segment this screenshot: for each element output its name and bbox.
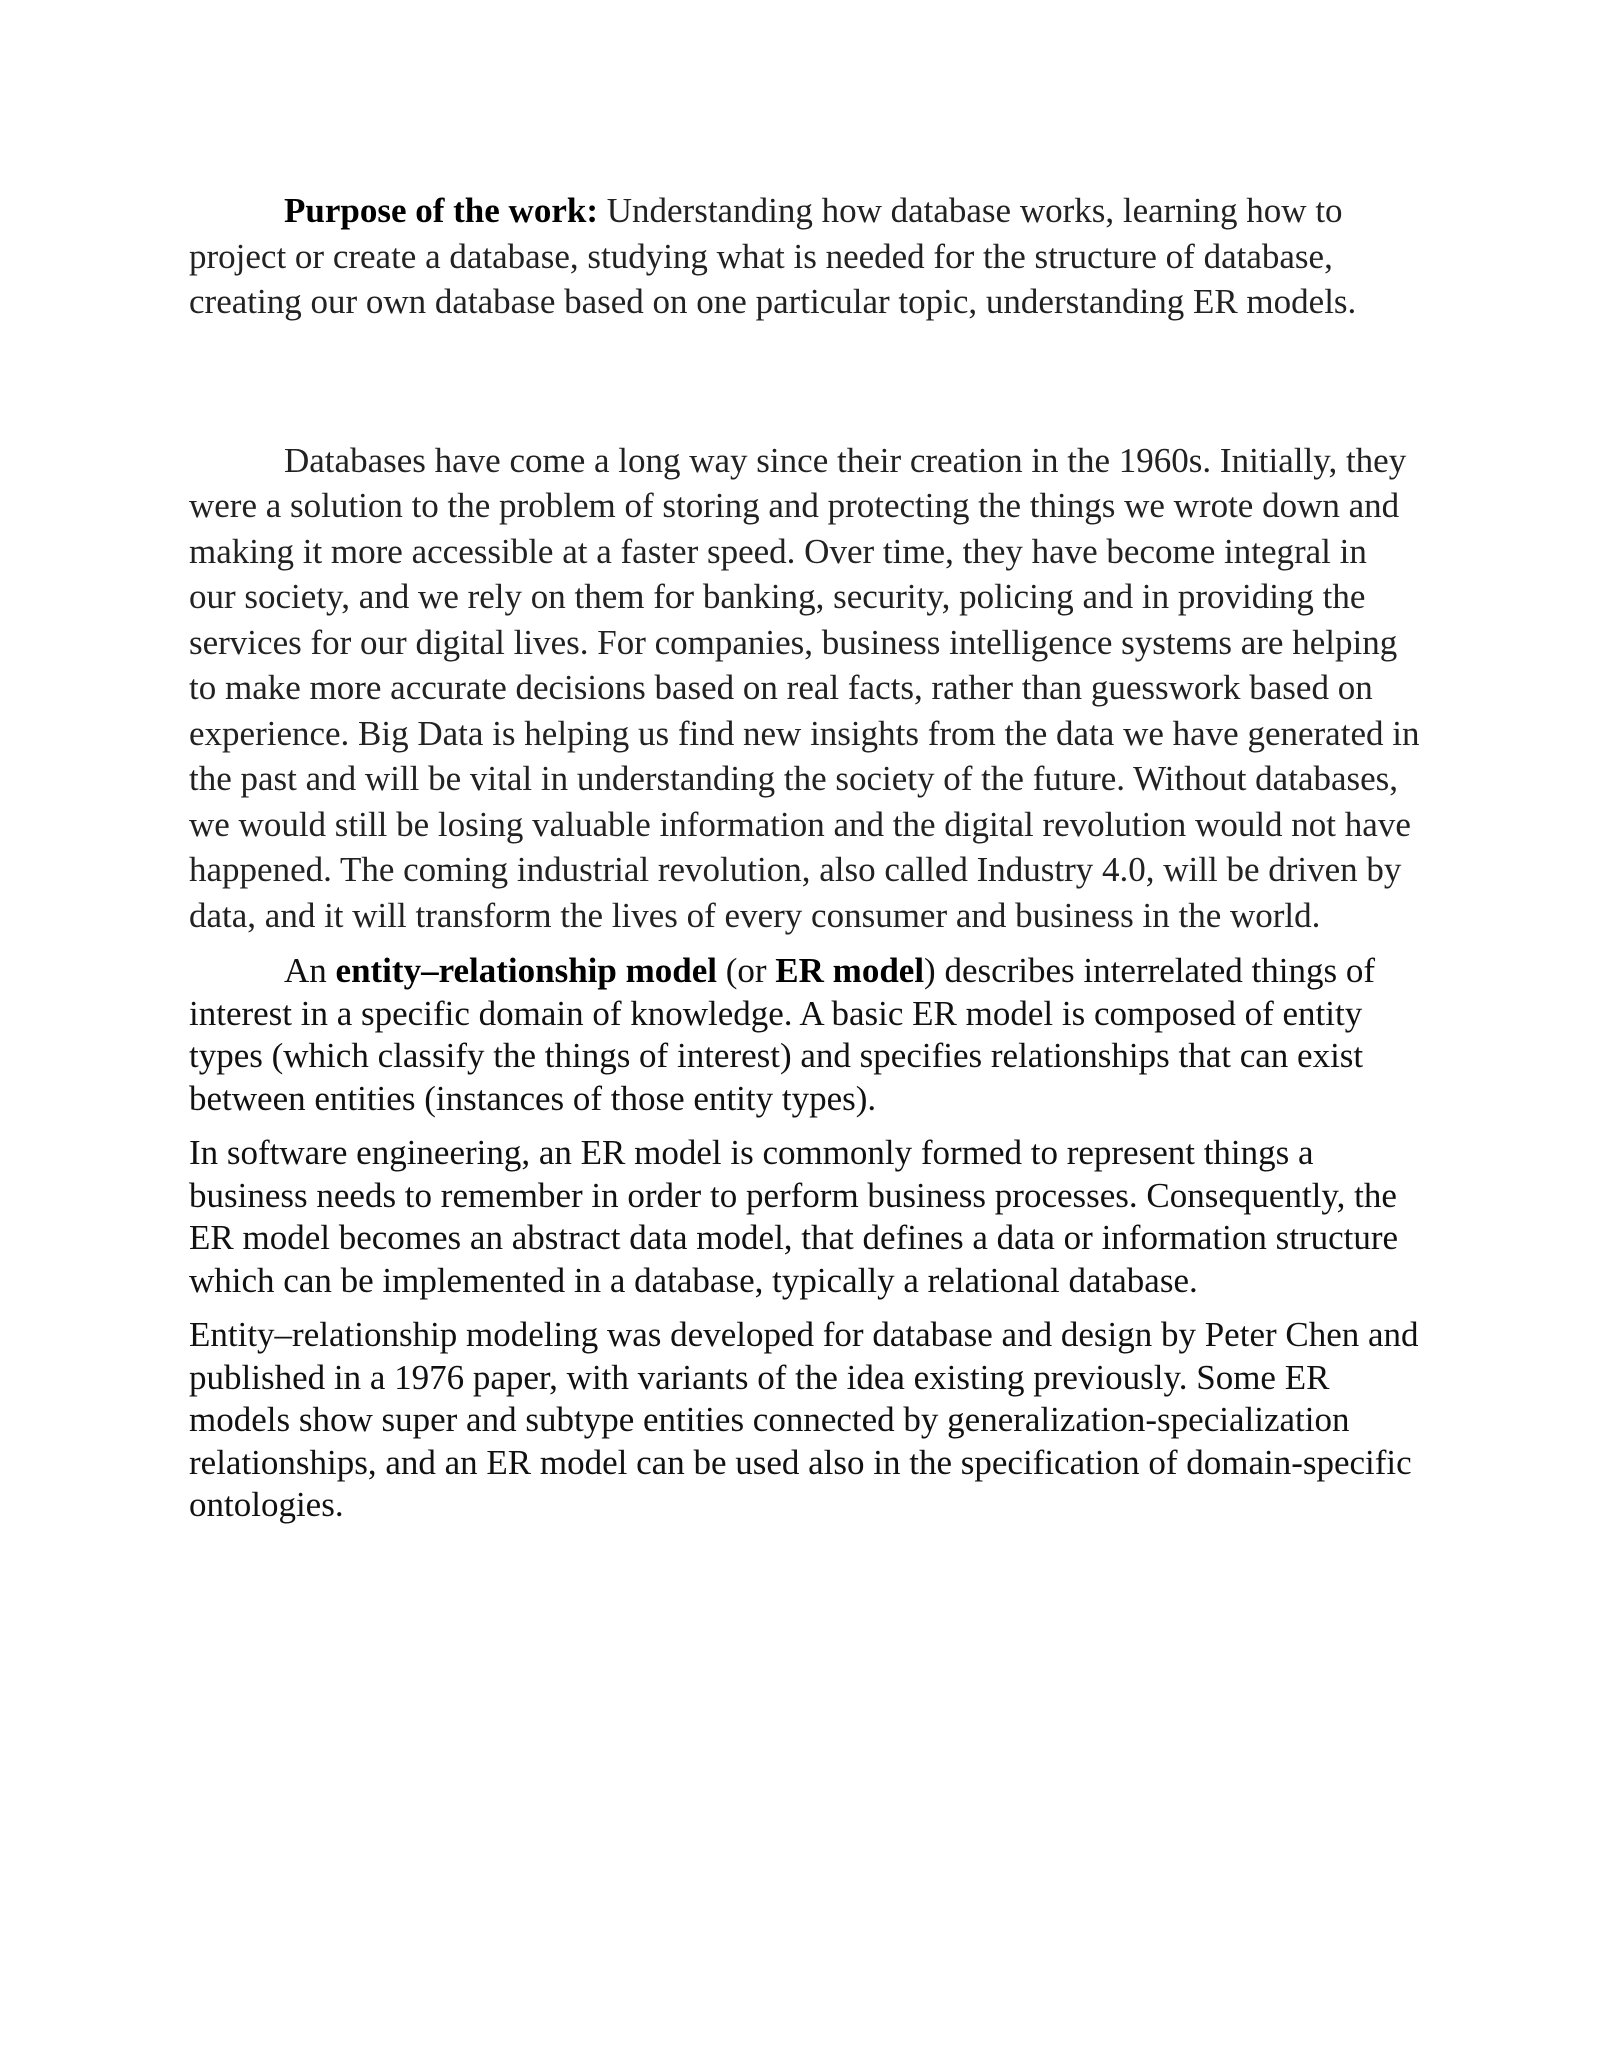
databases-history-paragraph: Databases have come a long way since their creation in the 1960s. Initially, they were a solution to the problem of storing and protecting the things we wrote down and making it more accessible at a faster speed. Over time, they have become integral in our society, and we rely on them for banking, security, policing and in providing the services for our digital lives. For companies, business intelligence systems are helping to make more accurate decisions based on real facts, rather than guesswork based on experience. Big Data is helping us find new insights from the data we have generated in the past and will be vital in understanding the society of the future. Without databases, we would still be losing valuable information and the digital revolution would not have happened. The coming industrial revolution, also called Industry 4.0, will be driven by data, and it will transform the lives of every consumer and business in the world.: [189, 440, 1420, 935]
er-intro-rest: ) describes interrelated things of interest in a specific domain of knowledge. A basic ER model is composed of entity types (which classify the things of interest) and specifies relationships that can exist between entities (instances of those entity types).: [189, 951, 1375, 1118]
er-term: entity–relationship model: [335, 951, 717, 990]
er-abbr: ER model: [775, 951, 925, 990]
purpose-paragraph: [189, 188, 1421, 325]
er-intro-prefix: An: [284, 951, 336, 990]
document-body: [189, 188, 1421, 1539]
purpose-text: Understanding how database works, learning how to project or create a database, studying what is needed for the structure of database, creating our own database based on one particular topic, understanding ER models.: [189, 191, 1357, 321]
purpose-label: Purpose of the work:: [284, 191, 598, 230]
er-history-paragraph: Entity–relationship modeling was developed for database and design by Peter Chen and published in a 1976 paper, with variants of the idea existing previously. Some ER models show super and subtype entities connected by generalization-specialization relationships, and an ER model can be used also in the specification of domain-specific ontologies.: [189, 1315, 1419, 1524]
er-intro-middle: (or: [716, 951, 776, 990]
software-engineering-paragraph: In software engineering, an ER model is commonly formed to represent things a business needs to remember in order to perform business processes. Consequently, the ER model becomes an abstract data model, that defines a data or information structure which can be implemented in a database, typically a relational database.: [189, 1133, 1399, 1300]
er-model-intro-paragraph: [189, 950, 1421, 1120]
